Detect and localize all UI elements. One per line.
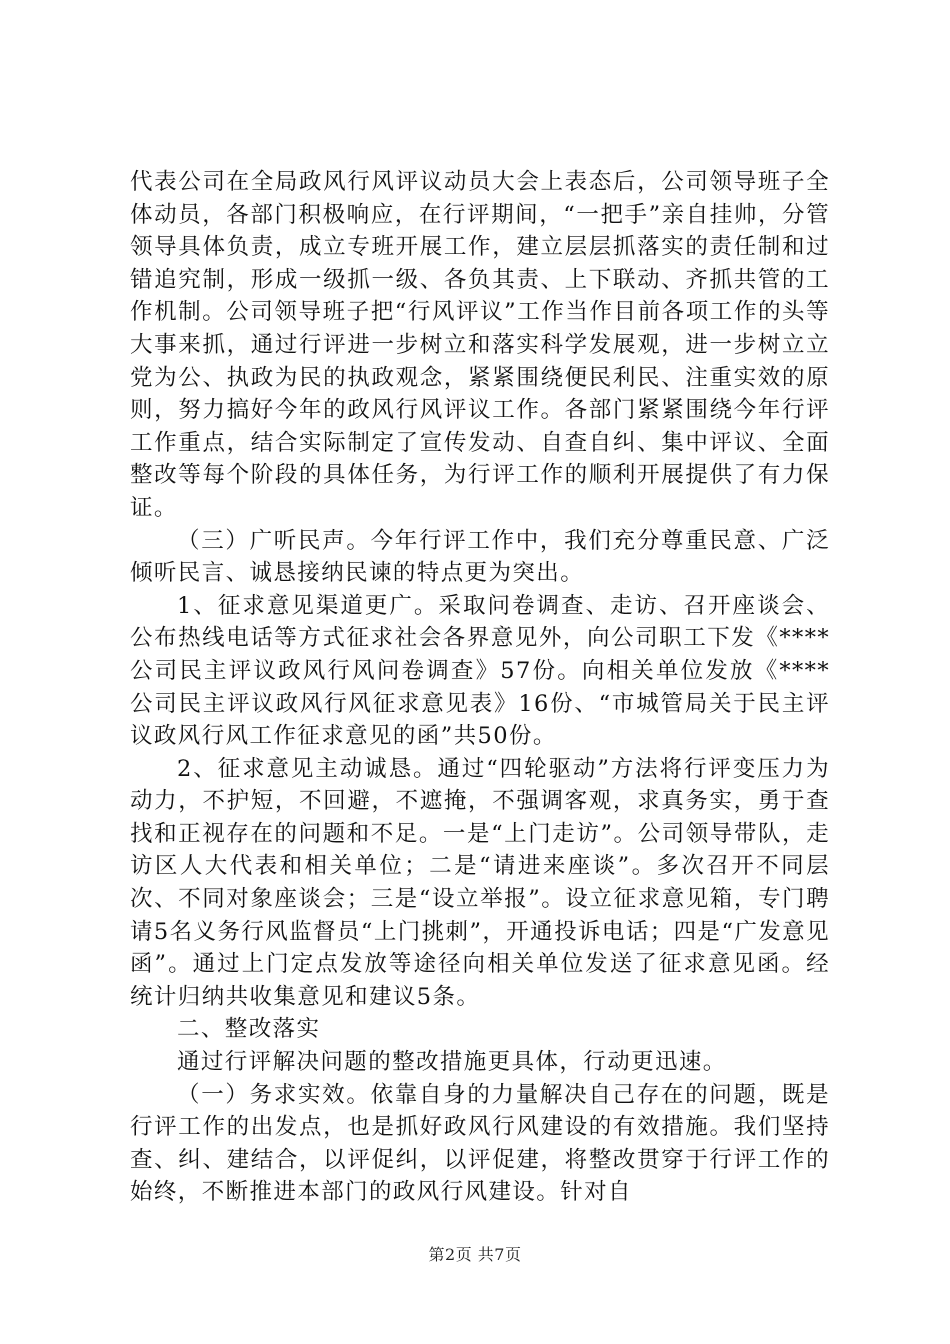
paragraph-2: （三）广听民声。今年行评工作中，我们充分尊重民意、广泛倾听民言、诚恳接纳民谏的特点更为突出。: [130, 527, 830, 587]
paragraph-7: （一）务求实效。依靠自身的力量解决自己存在的问题，既是行评工作的出发点，也是抓好政风行风建设的有效措施。我们坚持查、纠、建结合，以评促纠，以评促建，将整改贯穿于行评工作的始终，不断推进本部门的政风行风建设。针对自: [130, 1081, 830, 1206]
paragraph-1: 代表公司在全局政风行风评议动员大会上表态后，公司领导班子全体动员，各部门积极响应，在行评期间，“一把手”亲自挂帅，分管领导具体负责，成立专班开展工作，建立层层抓落实的责任制和过错追究制，形成一级抓一级、各负其责、上下联动、齐抓共管的工作机制。公司领导班子把“行风评议”工作当作目前各项工作的头等大事来抓，通过行评进一步树立和落实科学发展观，进一步树立立党为公、执政为民的执政观念，紧紧围绕便民利民、注重实效的原则，努力搞好今年的政风行风评议工作。各部门紧紧围绕今年行评工作重点，结合实际制定了宣传发动、自查自纠、集中评议、全面整改等每个阶段的具体任务，为行评工作的顺利开展提供了有力保证。: [130, 169, 830, 521]
page-footer: 第2页 共7页: [428, 1245, 522, 1264]
paragraph-4: 2、征求意见主动诚恳。通过“四轮驱动”方法将行评变压力为动力，不护短，不回避，不遮掩，不强调客观，求真务实，勇于查找和正视存在的问题和不足。一是“上门走访”。公司领导带队，走访区人大代表和相关单位；二是“请进来座谈”。多次召开不同层次、不同对象座谈会；三是“设立举报”。设立征求意见箱，专门聘请5名义务行风监督员“上门挑刺”，开通投诉电话；四是“广发意见函”。通过上门定点发放等途径向相关单位发送了征求意见函。经统计归纳共收集意见和建议5条。: [130, 755, 830, 1010]
paragraph-6: 通过行评解决问题的整改措施更具体，行动更迅速。: [177, 1049, 727, 1076]
paragraph-3: 1、征求意见渠道更广。采取问卷调查、走访、召开座谈会、公布热线电话等方式征求社会各界意见外，向公司职工下发《****公司民主评议政风行风问卷调查》57份。向相关单位发放《****公司民主评议政风行风征求意见表》16份、“市城管局关于民主评议政风行风工作征求意见的函”共50份。: [130, 592, 830, 750]
section-heading: 二、整改落实: [177, 1016, 321, 1043]
document-body: [130, 166, 830, 1209]
